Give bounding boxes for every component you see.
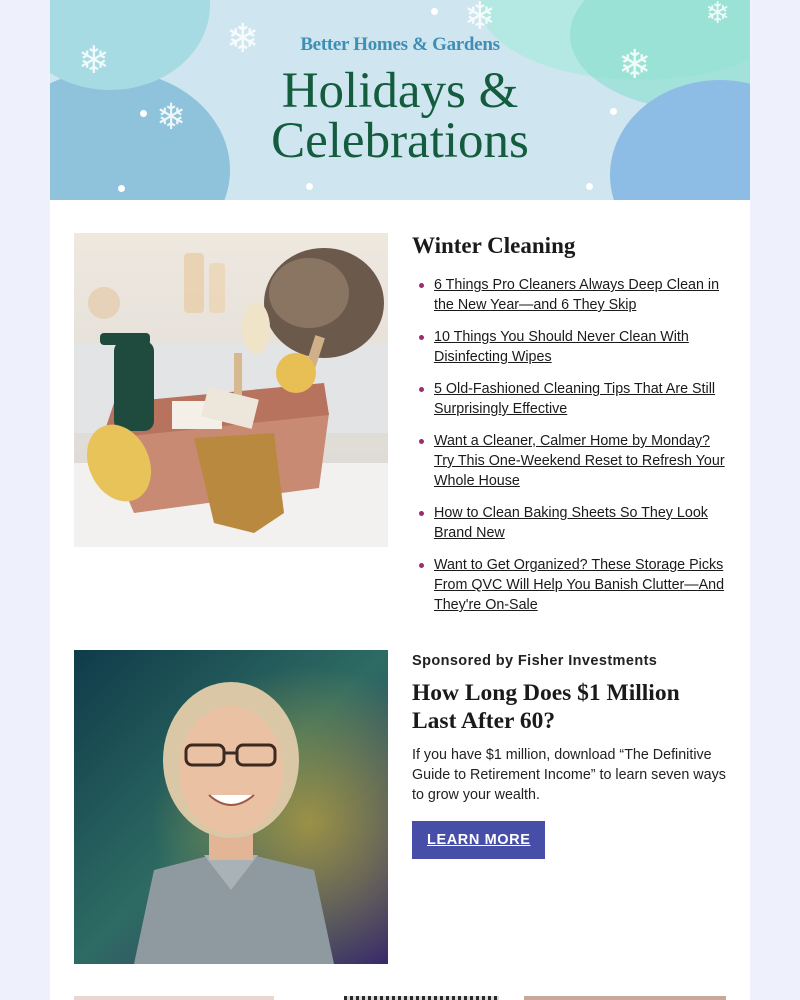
snowflake-icon: ❄ [78,40,110,82]
bullet-icon [419,387,424,392]
brand-logo[interactable]: Better Homes & Gardens [300,34,500,55]
email-body [50,0,750,1000]
list-item [412,327,728,367]
list-item [412,379,728,419]
article-link[interactable]: 10 Things You Should Never Clean With Disinfecting Wipes [434,329,689,365]
snowflake-icon: ❄ [226,17,260,61]
header-banner [50,0,750,200]
article-list [412,275,728,615]
thumbnail-image[interactable] [344,996,499,1000]
article-link[interactable]: 6 Things Pro Cleaners Always Deep Clean in the New Year—and 6 They Skip [434,277,720,313]
sponsor-label: Sponsored by Fisher Investments [412,653,658,669]
bullet-icon [419,511,424,516]
bullet-icon [419,439,424,444]
list-item [412,275,728,315]
section-heading: Winter Cleaning [412,233,576,258]
snowflake-icon: ❄ [618,43,652,87]
thumbnail-image[interactable] [524,996,726,1000]
list-item [412,555,728,615]
snowflake-icon: ❄ [705,0,731,30]
list-item [412,431,728,491]
sponsored-section [74,650,726,964]
winter-cleaning-content [412,233,728,627]
thumbnail-image[interactable] [74,996,274,1000]
sponsored-content [412,650,728,859]
snowflake-icon: ❄ [156,96,187,137]
article-link[interactable]: Want to Get Organized? These Storage Picks From QVC Will Help You Banish Clutter—And They're On-Sale [434,557,725,613]
bullet-icon [419,563,424,568]
article-link[interactable]: How to Clean Baking Sheets So They Look Brand New [434,505,708,541]
cleaning-caddy-image[interactable] [74,233,388,547]
ad-description: If you have $1 million, download “The Definitive Guide to Retirement Income” to learn seven ways to grow your wealth. [412,747,726,803]
bullet-icon [419,283,424,288]
sponsor-portrait-image[interactable] [74,650,388,964]
next-section-thumbnails [74,996,726,1000]
list-item [412,503,728,543]
bullet-icon [419,335,424,340]
ad-headline[interactable]: How Long Does $1 Million Last After 60? [412,680,680,734]
article-link[interactable]: 5 Old-Fashioned Cleaning Tips That Are Still Surprisingly Effective [434,381,716,417]
newsletter-title: Holidays & Celebrations [271,63,529,169]
learn-more-button[interactable]: LEARN MORE [412,821,545,859]
winter-cleaning-section [74,233,726,623]
snowflake-icon: ❄ [464,0,496,38]
article-link[interactable]: Want a Cleaner, Calmer Home by Monday? Try This One-Weekend Reset to Refresh Your Whole House [434,433,725,489]
